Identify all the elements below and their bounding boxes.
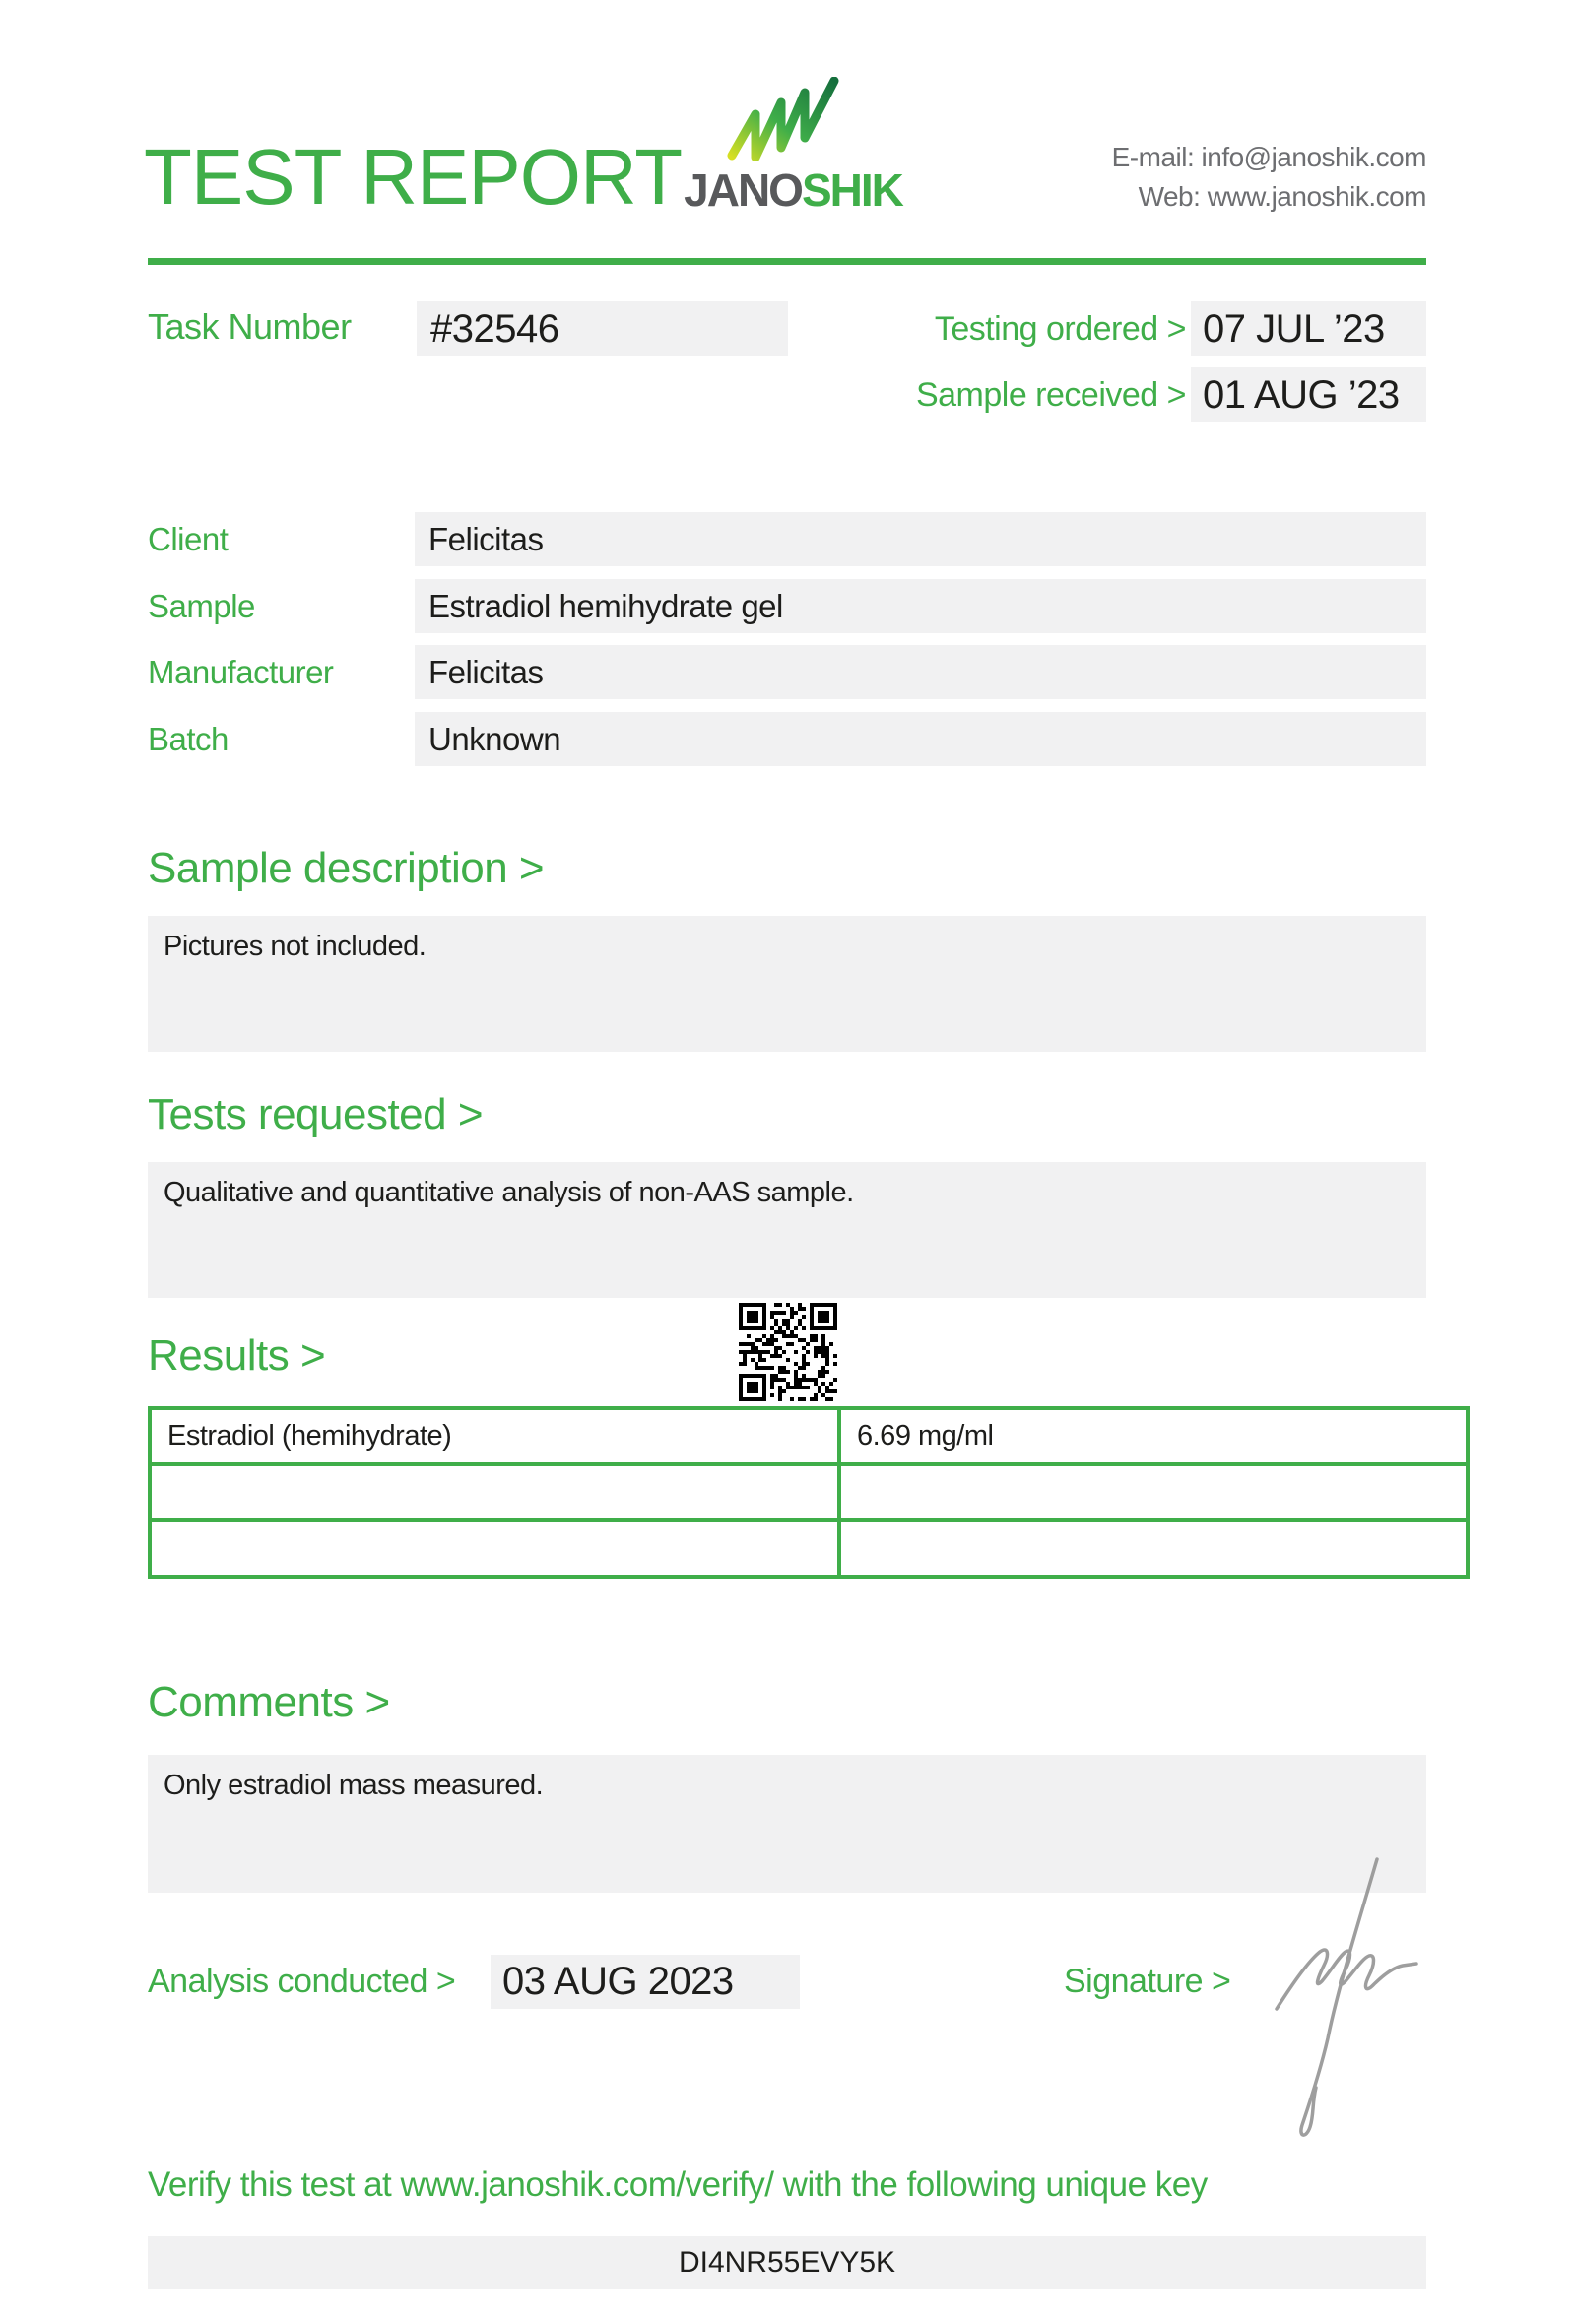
tests-requested-heading: Tests requested > xyxy=(148,1090,484,1138)
testing-ordered-value: 07 JUL ’23 xyxy=(1191,301,1426,356)
signature-label: Signature > xyxy=(1064,1963,1231,2000)
result-analyte-cell xyxy=(150,1464,839,1520)
handwritten-signature-icon xyxy=(1261,1846,1428,2152)
testing-ordered-label: Testing ordered > xyxy=(934,310,1186,348)
client-label: Client xyxy=(148,521,229,557)
comments-body: Only estradiol mass measured. xyxy=(148,1755,1426,1893)
results-table xyxy=(148,1406,1470,1579)
table-row xyxy=(150,1408,1468,1464)
contact-web: Web: www.janoshik.com xyxy=(1138,181,1426,212)
growth-chart-icon xyxy=(724,77,862,161)
unique-key-value: DI4NR55EVY5K xyxy=(148,2236,1426,2289)
contact-email: E-mail: info@janoshik.com xyxy=(1111,142,1426,172)
sample-received-label: Sample received > xyxy=(915,376,1186,414)
analysis-conducted-value: 03 AUG 2023 xyxy=(491,1955,800,2009)
analysis-conducted-label: Analysis conducted > xyxy=(148,1963,456,2000)
qr-code xyxy=(739,1303,837,1401)
results-heading: Results > xyxy=(148,1331,326,1380)
client-value: Felicitas xyxy=(415,512,1426,566)
result-value-cell xyxy=(839,1520,1468,1577)
manufacturer-label: Manufacturer xyxy=(148,654,334,690)
contact-block xyxy=(1112,138,1426,217)
sample-description-body: Pictures not included. xyxy=(148,916,1426,1052)
sample-label: Sample xyxy=(148,588,255,624)
janoshik-logo xyxy=(680,77,906,216)
header-divider xyxy=(148,258,1426,265)
manufacturer-value: Felicitas xyxy=(415,645,1426,699)
batch-label: Batch xyxy=(148,721,229,757)
comments-heading: Comments > xyxy=(148,1678,390,1726)
logo-shik: SHIK xyxy=(801,164,902,216)
result-value-cell xyxy=(839,1464,1468,1520)
page-title: TEST REPORT xyxy=(144,133,683,221)
logo-wordmark xyxy=(680,164,906,216)
result-value-cell: 6.69 mg/ml xyxy=(839,1408,1468,1464)
table-row xyxy=(150,1464,1468,1520)
sample-description-heading: Sample description > xyxy=(148,844,545,892)
logo-jano: JANO xyxy=(684,164,802,216)
task-number-value: #32546 xyxy=(417,301,788,356)
batch-value: Unknown xyxy=(415,712,1426,766)
verify-instruction: Verify this test at www.janoshik.com/verify/ with the following unique key xyxy=(148,2165,1208,2204)
sample-value: Estradiol hemihydrate gel xyxy=(415,579,1426,633)
task-number-label: Task Number xyxy=(148,306,352,347)
result-analyte-cell: Estradiol (hemihydrate) xyxy=(150,1408,839,1464)
tests-requested-body: Qualitative and quantitative analysis of non-AAS sample. xyxy=(148,1162,1426,1298)
result-analyte-cell xyxy=(150,1520,839,1577)
table-row xyxy=(150,1520,1468,1577)
sample-received-value: 01 AUG ’23 xyxy=(1191,367,1426,422)
